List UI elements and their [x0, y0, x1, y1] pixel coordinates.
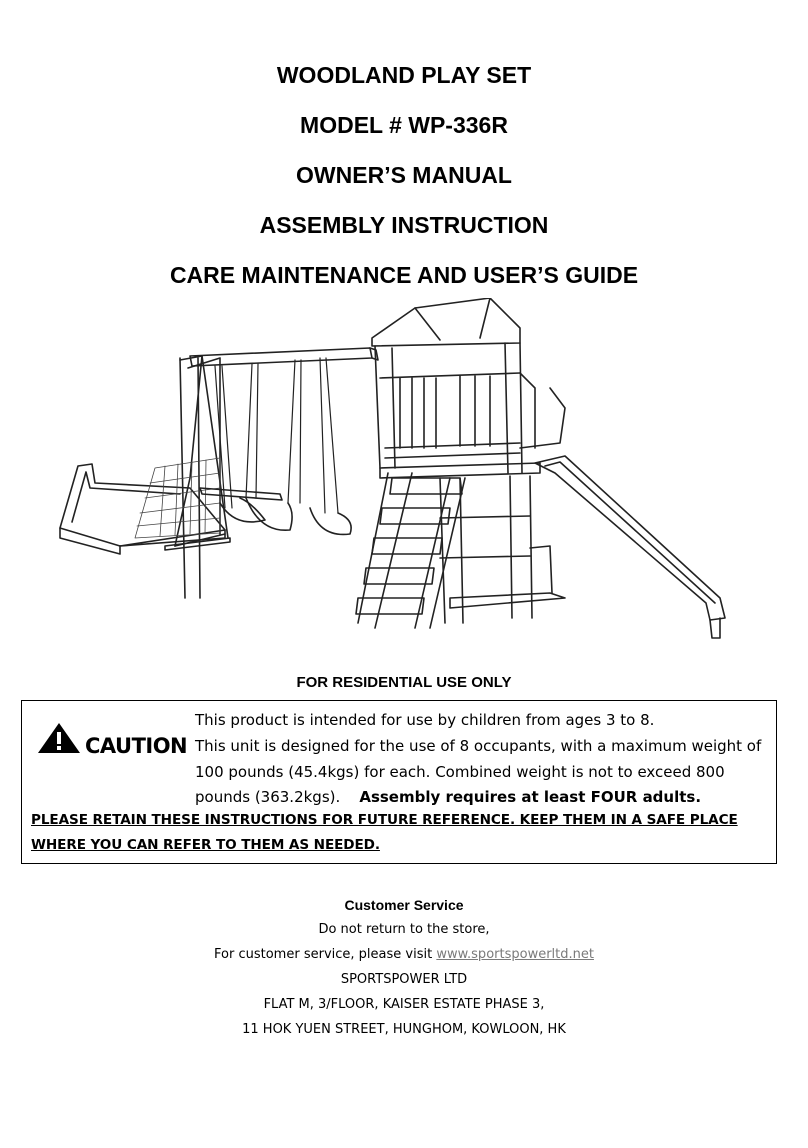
- climbing-net: [135, 458, 220, 538]
- retain-instructions-line-2: WHERE YOU CAN REFER TO THEM AS NEEDED.: [31, 837, 380, 853]
- title-assembly-instruction: ASSEMBLY INSTRUCTION: [259, 212, 549, 238]
- caution-line-2: This unit is designed for the use of 8 occupants, with a maximum weight of: [195, 737, 762, 755]
- title-product-name: WOODLAND PLAY SET: [276, 62, 532, 88]
- customer-service-line-2: [0, 947, 808, 962]
- customer-service-line-1: Do not return to the store,: [318, 922, 490, 937]
- caution-line-4: [195, 788, 701, 806]
- title-care-guide: CARE MAINTENANCE AND USER’S GUIDE: [169, 262, 639, 288]
- lower-deck: [440, 476, 565, 623]
- residential-use-note: FOR RESIDENTIAL USE ONLY: [296, 674, 512, 691]
- caution-weight-text: pounds (363.2kgs).: [195, 788, 341, 806]
- caution-line-3: 100 pounds (45.4kgs) for each. Combined weight is not to exceed 800: [195, 763, 725, 781]
- company-name: SPORTSPOWER LTD: [340, 972, 468, 987]
- retain-instructions-line-1: PLEASE RETAIN THESE INSTRUCTIONS FOR FUTURE REFERENCE. KEEP THEM IN A SAFE PLACE: [31, 812, 738, 828]
- address-line-2: 11 HOK YUEN STREET, HUNGHOM, KOWLOON, HK: [242, 1022, 566, 1037]
- tower: [372, 298, 565, 478]
- caution-line-1: This product is intended for use by children from ages 3 to 8.: [195, 711, 655, 729]
- website-link[interactable]: www.sportspowerltd.net: [436, 947, 594, 962]
- swing-beam: [190, 348, 378, 366]
- customer-service-title: Customer Service: [344, 897, 464, 913]
- caution-box: [21, 700, 777, 864]
- warning-triangle-icon: [36, 721, 82, 755]
- customer-service-visit-text: For customer service, please visit: [214, 947, 433, 962]
- title-model-number: MODEL # WP-336R: [300, 112, 508, 138]
- play-set-illustration: [20, 298, 780, 660]
- title-owners-manual: OWNER’S MANUAL: [296, 162, 512, 188]
- caution-label: CAUTION: [85, 734, 188, 758]
- slide: [535, 456, 725, 638]
- address-line-1: FLAT M, 3/FLOOR, KAISER ESTATE PHASE 3,: [263, 997, 545, 1012]
- caution-assembly-note: Assembly requires at least FOUR adults.: [359, 788, 702, 806]
- ladder: [356, 473, 465, 628]
